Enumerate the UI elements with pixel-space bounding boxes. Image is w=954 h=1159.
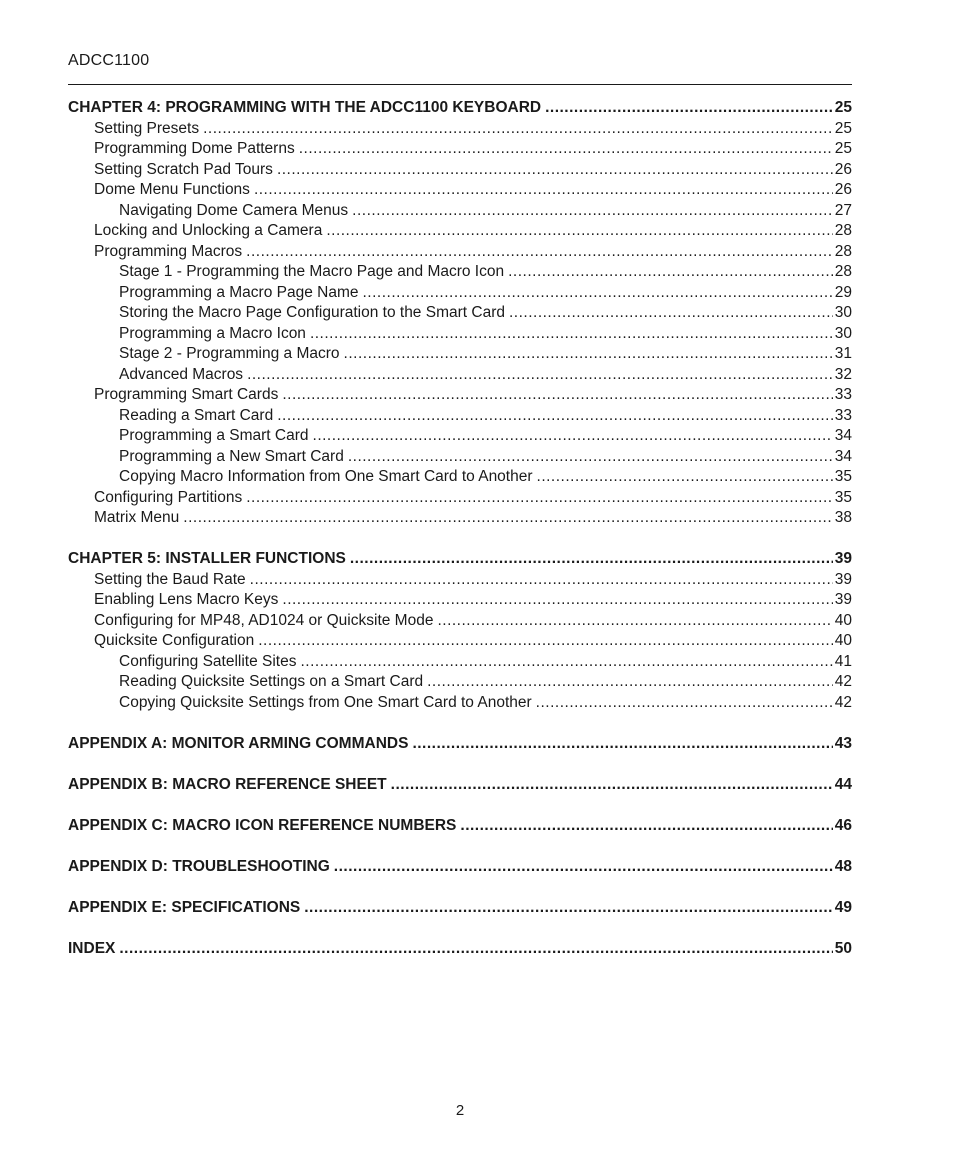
toc-entry (68, 283, 852, 304)
toc-entry-page: 43 (834, 734, 852, 752)
toc-entry (68, 652, 852, 673)
toc-section-entry (68, 857, 852, 878)
dot-leader (304, 898, 833, 919)
toc-entry (68, 631, 852, 652)
toc-entry-page: 27 (834, 201, 852, 219)
toc-section-entry (68, 734, 852, 755)
dot-leader (350, 549, 833, 570)
toc-section-entry (68, 898, 852, 919)
dot-leader (203, 119, 833, 140)
toc-spacer (68, 795, 852, 816)
toc-entry-title: Enabling Lens Macro Keys (94, 591, 279, 608)
toc-entry-title: APPENDIX A: MONITOR ARMING COMMANDS (68, 734, 409, 752)
toc-entry-title: Configuring Partitions (94, 488, 243, 506)
toc-entry-page: 50 (834, 939, 852, 957)
dot-leader (119, 939, 832, 960)
toc-entry-page: 34 (834, 427, 852, 444)
dot-leader (412, 734, 832, 755)
toc-entry-page: 25 (834, 119, 852, 137)
toc-entry (68, 303, 852, 324)
toc-entry-page: 44 (834, 775, 852, 793)
dot-leader (282, 590, 832, 611)
toc-entry-title: Copying Quicksite Settings from One Smart Card to Another (119, 693, 532, 711)
toc-entry-title: Navigating Dome Camera Menus (119, 201, 349, 219)
toc-entry-page: 26 (834, 181, 852, 198)
toc-entry-page: 39 (834, 550, 852, 567)
toc-section-entry (68, 775, 852, 796)
toc-entry-page: 28 (834, 222, 852, 239)
toc-entry-title: Programming a New Smart Card (119, 447, 344, 465)
dot-leader (326, 221, 832, 242)
toc-entry-title: Copying Macro Information from One Smart Card to Another (119, 468, 533, 485)
toc-section-entry (68, 549, 852, 570)
toc-entry-page: 46 (834, 816, 852, 834)
toc-entry-page: 30 (834, 304, 852, 321)
toc-entry-page: 34 (834, 447, 852, 465)
toc-entry (68, 467, 852, 488)
toc-entry (68, 160, 852, 181)
toc-entry-page: 28 (834, 242, 852, 260)
toc-entry-title: Storing the Macro Page Configuration to the Smart Card (119, 304, 505, 321)
toc-entry-page: 42 (834, 673, 852, 690)
toc-entry-title: APPENDIX D: TROUBLESHOOTING (68, 857, 330, 875)
dot-leader (427, 672, 833, 693)
dot-leader (254, 180, 833, 201)
dot-leader (313, 426, 833, 447)
table-of-contents (68, 98, 852, 959)
dot-leader (545, 98, 833, 119)
toc-entry (68, 672, 852, 693)
toc-entry-page: 25 (834, 140, 852, 157)
dot-leader (277, 160, 833, 181)
toc-entry-page: 31 (834, 345, 852, 362)
toc-spacer (68, 877, 852, 898)
toc-entry (68, 426, 852, 447)
toc-entry (68, 201, 852, 222)
dot-leader (352, 201, 833, 222)
toc-entry-page: 39 (834, 591, 852, 608)
toc-entry-title: CHAPTER 4: PROGRAMMING WITH THE ADCC1100 KEYBOARD (68, 99, 542, 116)
toc-entry-page: 35 (834, 468, 852, 485)
dot-leader (348, 447, 833, 468)
dot-leader (509, 303, 833, 324)
toc-section-entry (68, 939, 852, 960)
toc-entry-title: Configuring Satellite Sites (119, 652, 297, 670)
dot-leader (363, 283, 833, 304)
toc-spacer (68, 836, 852, 857)
toc-entry-page: 48 (834, 857, 852, 875)
toc-entry-title: Programming Smart Cards (94, 386, 279, 403)
dot-leader (282, 385, 832, 406)
toc-entry-title: Programming a Macro Page Name (119, 283, 359, 301)
toc-entry-title: Quicksite Configuration (94, 632, 255, 649)
toc-entry (68, 119, 852, 140)
toc-spacer (68, 713, 852, 734)
toc-entry-page: 40 (834, 611, 852, 629)
toc-entry-title: Programming a Macro Icon (119, 324, 306, 342)
toc-entry (68, 242, 852, 263)
toc-entry-page: 32 (834, 365, 852, 383)
toc-entry-title: Programming Dome Patterns (94, 140, 295, 157)
toc-entry-page: 41 (834, 652, 852, 670)
dot-leader (536, 693, 833, 714)
dot-leader (247, 365, 833, 386)
toc-entry (68, 590, 852, 611)
toc-entry-title: CHAPTER 5: INSTALLER FUNCTIONS (68, 550, 346, 567)
toc-entry (68, 447, 852, 468)
toc-entry-page: 28 (834, 263, 852, 280)
toc-entry-page: 33 (834, 406, 852, 424)
toc-entry-title: Stage 2 - Programming a Macro (119, 345, 340, 362)
toc-entry-page: 49 (834, 898, 852, 916)
toc-entry-title: Locking and Unlocking a Camera (94, 222, 323, 239)
toc-spacer (68, 529, 852, 550)
toc-entry (68, 693, 852, 714)
toc-entry-page: 39 (834, 570, 852, 588)
toc-entry-page: 40 (834, 632, 852, 649)
document-header-title: ADCC1100 (68, 52, 150, 69)
dot-leader (310, 324, 833, 345)
dot-leader (183, 508, 832, 529)
toc-section-entry (68, 98, 852, 119)
toc-entry-page: 38 (834, 509, 852, 526)
toc-entry-title: Reading a Smart Card (119, 406, 274, 424)
page-number: 2 (455, 1102, 465, 1119)
toc-entry (68, 180, 852, 201)
dot-leader (246, 488, 833, 509)
toc-spacer (68, 754, 852, 775)
dot-leader (508, 262, 833, 283)
toc-entry (68, 385, 852, 406)
toc-entry-title: APPENDIX E: SPECIFICATIONS (68, 898, 301, 916)
toc-entry-title: Setting Scratch Pad Tours (94, 160, 273, 178)
dot-leader (250, 570, 833, 591)
dot-leader (246, 242, 833, 263)
toc-entry-page: 30 (834, 324, 852, 342)
toc-entry-title: Dome Menu Functions (94, 181, 250, 198)
dot-leader (537, 467, 833, 488)
toc-spacer (68, 918, 852, 939)
toc-entry-page: 42 (834, 693, 852, 711)
dot-leader (391, 775, 833, 796)
toc-entry (68, 365, 852, 386)
toc-entry (68, 324, 852, 345)
dot-leader (299, 139, 833, 160)
dot-leader (344, 344, 833, 365)
toc-entry-page: 35 (834, 488, 852, 506)
toc-entry-page: 33 (834, 386, 852, 403)
dot-leader (334, 857, 833, 878)
dot-leader (301, 652, 833, 673)
toc-entry-title: Advanced Macros (119, 365, 244, 383)
toc-entry-title: APPENDIX C: MACRO ICON REFERENCE NUMBERS (68, 816, 457, 834)
toc-entry (68, 262, 852, 283)
dot-leader (258, 631, 833, 652)
toc-entry-title: APPENDIX B: MACRO REFERENCE SHEET (68, 775, 387, 793)
dot-leader (277, 406, 833, 427)
toc-entry (68, 611, 852, 632)
toc-entry (68, 488, 852, 509)
toc-entry-title: Setting the Baud Rate (94, 570, 246, 588)
toc-entry (68, 344, 852, 365)
toc-entry-page: 25 (834, 99, 852, 116)
toc-entry (68, 406, 852, 427)
header-divider (68, 84, 852, 85)
toc-entry (68, 221, 852, 242)
toc-entry (68, 139, 852, 160)
toc-entry-title: Stage 1 - Programming the Macro Page and Macro Icon (119, 263, 505, 280)
toc-entry-title: Programming Macros (94, 242, 243, 260)
toc-entry-title: Programming a Smart Card (119, 427, 309, 444)
toc-entry-title: INDEX (68, 939, 116, 957)
dot-leader (437, 611, 832, 632)
toc-entry (68, 508, 852, 529)
toc-entry-page: 26 (834, 160, 852, 178)
toc-entry-title: Reading Quicksite Settings on a Smart Card (119, 673, 424, 690)
toc-section-entry (68, 816, 852, 837)
toc-entry-title: Configuring for MP48, AD1024 or Quicksite Mode (94, 611, 434, 629)
toc-entry-title: Matrix Menu (94, 509, 180, 526)
dot-leader (460, 816, 832, 837)
toc-entry-page: 29 (834, 283, 852, 301)
toc-entry-title: Setting Presets (94, 119, 200, 137)
toc-entry (68, 570, 852, 591)
